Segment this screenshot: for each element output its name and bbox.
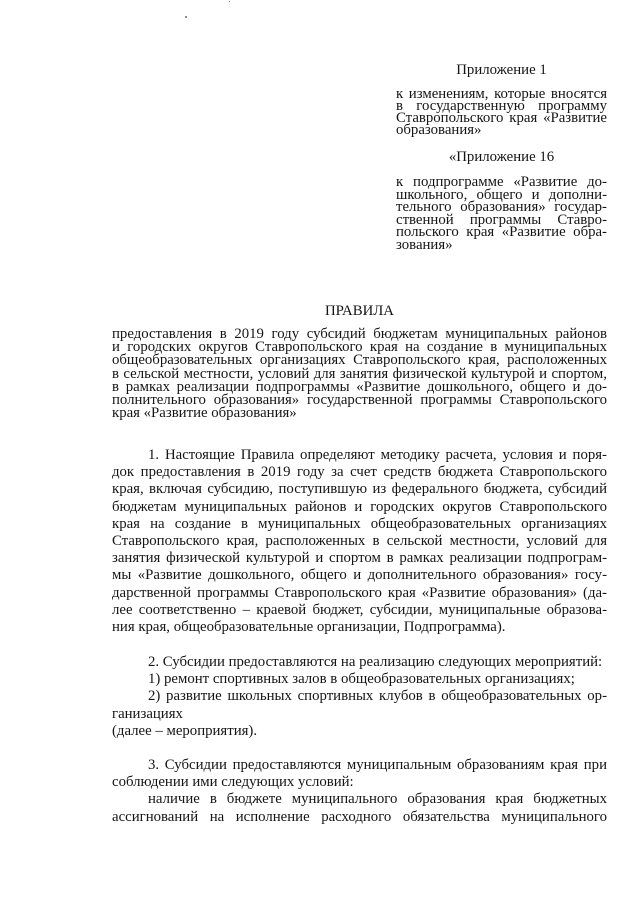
annex-title: Приложение 1 bbox=[456, 62, 547, 78]
paragraph-line: Ставропольского края, расположенных в сельской местности, условий для bbox=[112, 533, 607, 550]
paragraph-line: края на создание в муниципальных общеобразовательных организациях bbox=[112, 515, 607, 532]
sub-annex-title: «Приложение 16 bbox=[448, 149, 555, 165]
sub-annex-note-line: к подпрограмме «Развитие до- bbox=[396, 174, 607, 190]
rules-subject-line: в рамках реализации подпрограммы «Развитие дошкольного, общего и до- bbox=[112, 378, 607, 395]
paragraph-line: ганизациях bbox=[112, 705, 183, 722]
paragraph-line: (далее – мероприятия). bbox=[112, 722, 258, 739]
paragraph-line: дарственной программы Ставропольского края «Развитие образования» (да- bbox=[112, 584, 607, 601]
paragraph-line: лее соответственно – краевой бюджет, субсидии, муниципальные образова- bbox=[112, 601, 607, 618]
scan-speck bbox=[185, 16, 187, 18]
sub-annex-note-line: зования» bbox=[396, 236, 453, 253]
rules-subject-line: предоставления в 2019 году субсидий бюджетам муниципальных районов bbox=[112, 326, 607, 342]
annex-note-line: в государственную программу bbox=[396, 98, 607, 114]
paragraph-line: 2. Субсидии предоставляются на реализацию следующих мероприятий: bbox=[148, 654, 603, 670]
annex-note bbox=[396, 88, 607, 136]
paragraph-line: края, включая субсидию, поступившую из федерального бюджета, субсидий bbox=[112, 481, 607, 498]
paragraph-line: ния края, общеобразовательные организации, Подпрограмма). bbox=[112, 619, 506, 636]
list-item: 2) развитие школьных спортивных клубов в общеобразовательных ор- bbox=[148, 688, 607, 705]
rules-subject-line: полнительного образования» государственной программы Ставропольского bbox=[112, 392, 607, 409]
paragraph-line: док предоставления в 2019 году за счет средств бюджета Ставропольского bbox=[112, 464, 607, 481]
document-title: ПРАВИЛА bbox=[325, 303, 394, 319]
sub-annex-note-line: ственной программы Ставро- bbox=[396, 211, 607, 228]
annex-note-line: к изменениям, которые вносятся bbox=[396, 86, 607, 102]
paragraph-line: ассигнований на исполнение расходного обязательства муниципального bbox=[112, 808, 607, 825]
rules-subject-line: и городских округов Ставропольского края на создание в муниципальных bbox=[112, 339, 607, 356]
rules-subject-line: края «Развитие образования» bbox=[112, 405, 297, 422]
paragraph-2 bbox=[112, 654, 607, 740]
rules-subject-line: в сельской местности, условий для занятия физической культурой и спортом, bbox=[112, 365, 607, 382]
paragraph-line: бюджетам муниципальных районов и городских округов Ставропольского bbox=[112, 498, 607, 515]
sub-annex-note-line: тельного образования» государ- bbox=[396, 199, 607, 216]
sub-annex-note-line: польского края «Развитие обра- bbox=[396, 224, 607, 241]
rules-subject-line: общеобразовательных организациях Ставропольского края, расположенных bbox=[112, 352, 607, 369]
paragraph-line: соблюдении ими следующих условий: bbox=[112, 774, 354, 791]
paragraph-line: мы «Развитие дошкольного, общего и дополнительного образования» госу- bbox=[112, 567, 607, 584]
annex-note-line: Ставропольского края «Развитие bbox=[396, 110, 607, 126]
scan-speck bbox=[229, 1, 230, 2]
annex-note-line: образования» bbox=[396, 122, 482, 138]
paragraph-line: занятия физической культурой и спортом в рамках реализации подпрограм- bbox=[112, 550, 607, 567]
rules-subject bbox=[112, 328, 607, 420]
paragraph-line: 3. Субсидии предоставляются муниципальным образованиям края при bbox=[148, 757, 607, 773]
paragraph-line: 1. Настоящие Правила определяют методику расчета, условия и поря- bbox=[148, 447, 607, 463]
paragraph-1 bbox=[112, 447, 607, 636]
paragraph-3 bbox=[112, 757, 607, 826]
sub-annex-note-line: школьного, общего и дополни- bbox=[396, 186, 607, 203]
paragraph-line: наличие в бюджете муниципального образования края бюджетных bbox=[148, 791, 607, 808]
sub-annex-note bbox=[396, 176, 607, 252]
list-item: 1) ремонт спортивных залов в общеобразовательных организациях; bbox=[148, 671, 575, 688]
